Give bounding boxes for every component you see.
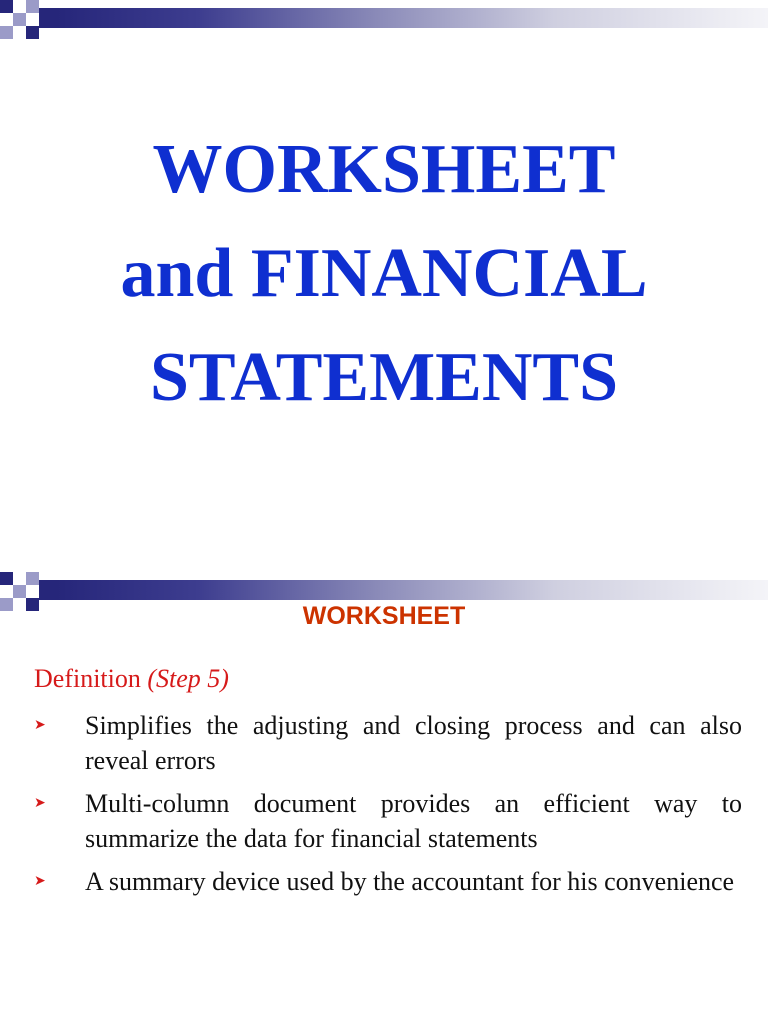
list-item bbox=[34, 864, 742, 899]
slide-worksheet-definition bbox=[0, 512, 768, 1024]
arrow-bullet-icon: ➤ bbox=[34, 795, 46, 811]
slide-heading: WORKSHEET bbox=[302, 602, 466, 630]
bullet-text: Multi-column document provides an efficient way to summarize the data for financial statements bbox=[85, 789, 742, 853]
definition-label bbox=[34, 664, 229, 694]
bullet-list bbox=[34, 708, 742, 907]
list-item bbox=[34, 786, 742, 856]
bullet-text: Simplifies the adjusting and closing process and can also reveal errors bbox=[85, 711, 742, 775]
definition-word: Definition bbox=[34, 664, 141, 693]
title-line-1: WORKSHEET bbox=[152, 131, 616, 208]
list-item bbox=[34, 708, 742, 778]
decorative-header-bar bbox=[0, 0, 768, 60]
bullet-text: A summary device used by the accountant for his convenience bbox=[85, 867, 735, 896]
title-line-2: and FINANCIAL bbox=[120, 235, 648, 312]
arrow-bullet-icon: ➤ bbox=[34, 873, 46, 889]
title-line-3: STATEMENTS bbox=[149, 339, 619, 416]
arrow-bullet-icon: ➤ bbox=[34, 717, 46, 733]
slide-title-text bbox=[0, 118, 768, 430]
definition-step: (Step 5) bbox=[147, 664, 229, 693]
